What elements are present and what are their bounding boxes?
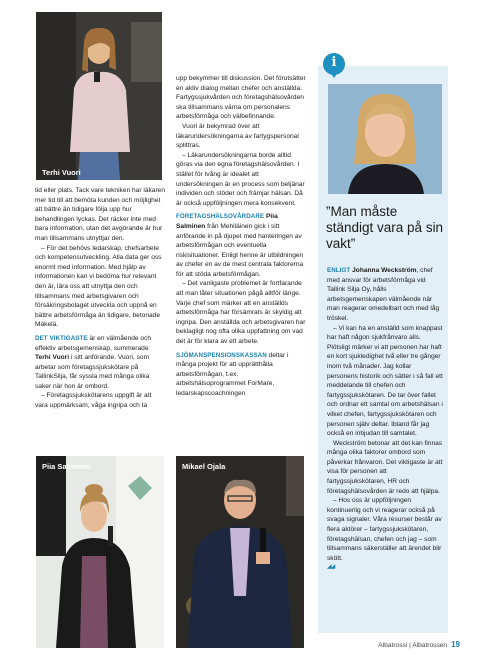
photo-caption: Piia Salminen [42,462,91,471]
paragraph [327,266,443,324]
photo-johanna-weckstrom [328,84,442,194]
kicker: FÖRETAGSHÄLSOVÅRDARE [176,213,265,221]
person-name: Johanna Weckström [350,267,417,274]
info-badge [322,52,346,76]
paragraph [35,334,165,392]
info-icon: i [331,55,337,70]
photo-piia-salminen [36,456,164,648]
page-footer [378,640,460,649]
sidebar-text [327,266,443,573]
text: deltar i många projekt för att upprätthålla arbetsförmågan, t.ex. arbetshälsoprogrammet ForMare, ledarskapscoachningen [176,351,289,397]
end-mark: ◢◢ [327,564,335,571]
page-number: 19 [451,640,460,649]
paragraph: – Hos oss är uppföljningen kontinuerlig och vi reagerar också på svaga signaler. Våra resurser består av flera aktörer – fartygssjukskötaren, företagshälsan, chefen och jag – som tillsammans säkerställer att ärendet blir skött. [327,497,442,562]
paragraph: – Det vanligaste problemet är fortfarande att man låter situationen pågå alltför länge. Varje chef som märker att en anställds arbetsförmåga har försämrats är skyldig att ingripa. Den anställda och arbetsgivaren har beklagligt nog ofta olika uppfattning om vad det är för klara av ett arbete. [176,280,306,346]
text-column-1 [35,186,165,411]
kicker: SJÖMANSPENSIONSKASSAN [176,351,267,359]
paragraph: – För det behövs ledarskap, chefsarbete och kompetensutveckling. Alla data ger oss enormt med information. Med hjälp av informationen kan vi bedöma hur relevant den är, lära oss att utnyttja den och tillsammans med arbetsgivaren och försäkringsbolaget utveckla och uppnå en bättre arbetsförmåga än tidigare, betonade Mäkelä. [35,244,162,329]
kicker: DET VIKTIGASTE [35,334,88,342]
publication-name: Albatrossi | Albatrossen [378,642,448,649]
paragraph: – Företagssjukskötarens uppgift är att vara uppmärksam, våga ingripa och ta [35,392,152,410]
photo-terhi-vuori [36,12,162,180]
text: från Mehiläinen gick i sitt anförande in på djupet med hanteringen av arbetsförmågan och eventuella riskisituationer. Enligt henne är utbildningen av chefer en av de mest centrala faktorerna för att stöda arbetsförmågan. [176,222,304,278]
paragraph: upp bekymmer till diskussion. Det förutsätter en aktiv dialog mellan chefer och anställda. Fartygssjukvården och företagshälsovården ska tillsammans värna om personalens arbetsförmåga och välbefinnande. [176,75,306,121]
photo-caption: Mikael Ojala [182,462,226,471]
photo-caption: Terhi Vuori [42,168,81,177]
photo-mikael-ojala [176,456,304,648]
text: , chef med ansvar för arbetsförmåga vid Tallink Silja Oy, hålls arbetsgemenskapen välmående när man reagerar omedelbart och med låg tröskel. [327,267,440,322]
person-name: Piia Salminen [176,213,278,230]
text-column-2 [176,74,306,399]
paragraph: – Vi kan ha en anställd som knappast har haft någon sjukfrånvaro alls. Plötsligt märker vi att personen har haft en kort sjukledighet två eller tre gånger inom två månader. Jag kollar personens historik och sätter i så fall ett meddelande till chefen och fartygssjukskötaren. De tar över fallet och ordnar ett samtal om arbetshälsan i vilket chefen, fartygssjukskötaren och personen själv deltar. Ibland får jag också en inbjudan till samtalet. [327,324,443,438]
paragraph: tid eller plats. Tack vare tekniken har läkaren mer tid till att bemöta kunden och möjlighet att bättre än tidigare följa upp hur behandlingen lyckas. Det räcker inte med bara information, utan det avgörande är hur man tillsammans utnyttjar den. [35,187,165,242]
kicker: ENLIGT [327,267,351,274]
paragraph: Weckström betonar att det kan finnas många olika faktorer ombord som påverkar frånvaron. Det viktigaste är att visa för personen att fartygssjukskötaren, HR och företagshälsovården är redo att hjälpa. [327,439,443,495]
pull-quote: ”Man måste ständigt vara på sin vakt” [326,204,444,251]
text: är en välmående och effektiv arbetsgemenskap, summerade [35,334,152,352]
text: i sitt anförande. Vuori, som arbetar som företagssjukskötare på TallinkSilja, får syssla med många olika saker när hon är ombord. [35,354,150,390]
paragraph [176,351,306,399]
paragraph: Vuori är bekymrad över att läkarundersökningarna av fartygspersonal splittras. [176,122,299,150]
paragraph [176,212,306,279]
person-name: Terhi Vuori [35,354,70,362]
paragraph: – Läkarundersökningarna borde alltid göras via den egna företagshälsovården. I stället för tvång är idealet att undersökningen är en process som betjänar individen och stöder och främjar hälsan. Då är också uppföljningen mera konsekvent. [176,151,305,207]
